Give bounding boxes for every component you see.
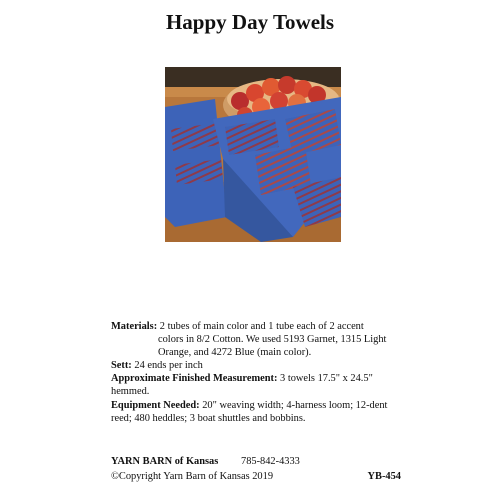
materials-line2: colors in 8/2 Cotton. We used 5193 Garnet, 1315 Light — [158, 334, 387, 346]
footer — [111, 455, 401, 485]
equipment-spec — [111, 399, 411, 425]
sett-value: 24 ends per inch — [134, 360, 203, 372]
towels-photo — [165, 67, 341, 242]
materials-label: Materials: — [111, 321, 158, 332]
sett-spec — [111, 359, 411, 372]
copyright-text: ©Copyright Yarn Barn of Kansas 2019 — [111, 471, 274, 482]
measurement-label: Approximate Finished Measurement: — [111, 373, 278, 385]
store-name: YARN BARN of Kansas — [111, 456, 219, 467]
pattern-code: YB-454 — [367, 471, 401, 482]
equipment-label: Equipment Needed: — [111, 399, 200, 411]
equipment-value: 20" weaving width; 4-harness loom; 12-dent — [202, 399, 388, 411]
measurement-value: 3 towels 17.5" x 24.5" — [280, 373, 373, 385]
materials-line3: Orange, and 4272 Blue (main color). — [158, 347, 312, 359]
store-phone: 785-842-4333 — [241, 456, 300, 467]
measurement-line2: hemmed. — [111, 386, 150, 398]
sett-label: Sett: — [111, 360, 132, 372]
materials-spec — [111, 320, 411, 359]
measurement-spec — [111, 372, 411, 398]
materials-line1: 2 tubes of main color and 1 tube each of 2 accent — [159, 321, 364, 332]
equipment-line2: reed; 480 heddles; 3 boat shuttles and bobbins. — [111, 412, 306, 424]
page-title: Happy Day Towels — [165, 10, 335, 34]
pattern-specs — [111, 320, 411, 425]
